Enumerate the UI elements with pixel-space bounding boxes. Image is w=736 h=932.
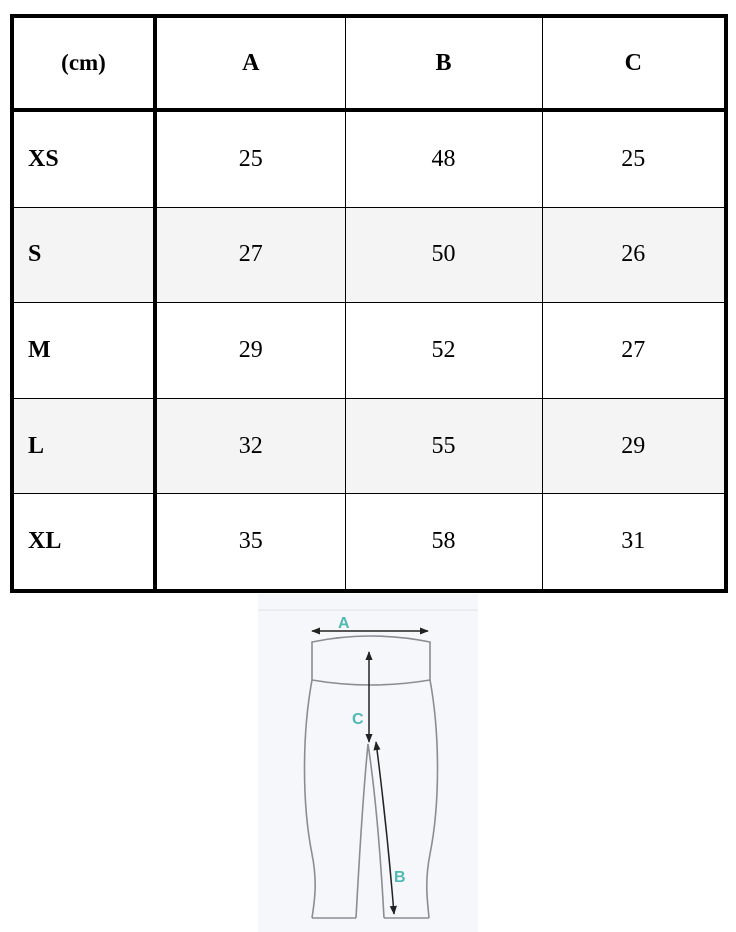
measurement-c: 29 (542, 398, 726, 494)
measurement-b: 48 (345, 110, 542, 207)
diagram-label-a: A (338, 615, 350, 632)
measurement-b: 52 (345, 303, 542, 399)
measurement-b-arrow (376, 742, 394, 914)
size-label: S (12, 207, 155, 303)
column-header-b: B (345, 16, 542, 110)
measurement-a: 29 (155, 303, 345, 399)
measurement-c: 27 (542, 303, 726, 399)
table-row (12, 207, 726, 303)
size-chart-table (10, 14, 728, 593)
size-label: M (12, 303, 155, 399)
measurement-c: 25 (542, 110, 726, 207)
measurement-b: 58 (345, 494, 542, 591)
column-header-c: C (542, 16, 726, 110)
measurement-a: 32 (155, 398, 345, 494)
leggings-outline-illustration (258, 594, 478, 932)
unit-header: (cm) (12, 16, 155, 110)
measurement-c: 26 (542, 207, 726, 303)
table-row (12, 398, 726, 494)
measurement-b: 55 (345, 398, 542, 494)
column-header-a: A (155, 16, 345, 110)
table-header-row (12, 16, 726, 110)
measurement-a: 27 (155, 207, 345, 303)
table-row (12, 110, 726, 207)
size-label: XS (12, 110, 155, 207)
left-leg-outer (305, 680, 316, 918)
measurement-c: 31 (542, 494, 726, 591)
waistband-shape (312, 636, 430, 685)
measurement-b: 50 (345, 207, 542, 303)
diagram-label-b: B (394, 869, 406, 886)
table-row (12, 303, 726, 399)
size-label: L (12, 398, 155, 494)
measurement-a: 25 (155, 110, 345, 207)
right-leg-outer (427, 680, 438, 918)
size-label: XL (12, 494, 155, 591)
leggings-measurement-diagram (258, 594, 478, 932)
diagram-label-c: C (352, 711, 364, 728)
table-row (12, 494, 726, 591)
measurement-a: 35 (155, 494, 345, 591)
